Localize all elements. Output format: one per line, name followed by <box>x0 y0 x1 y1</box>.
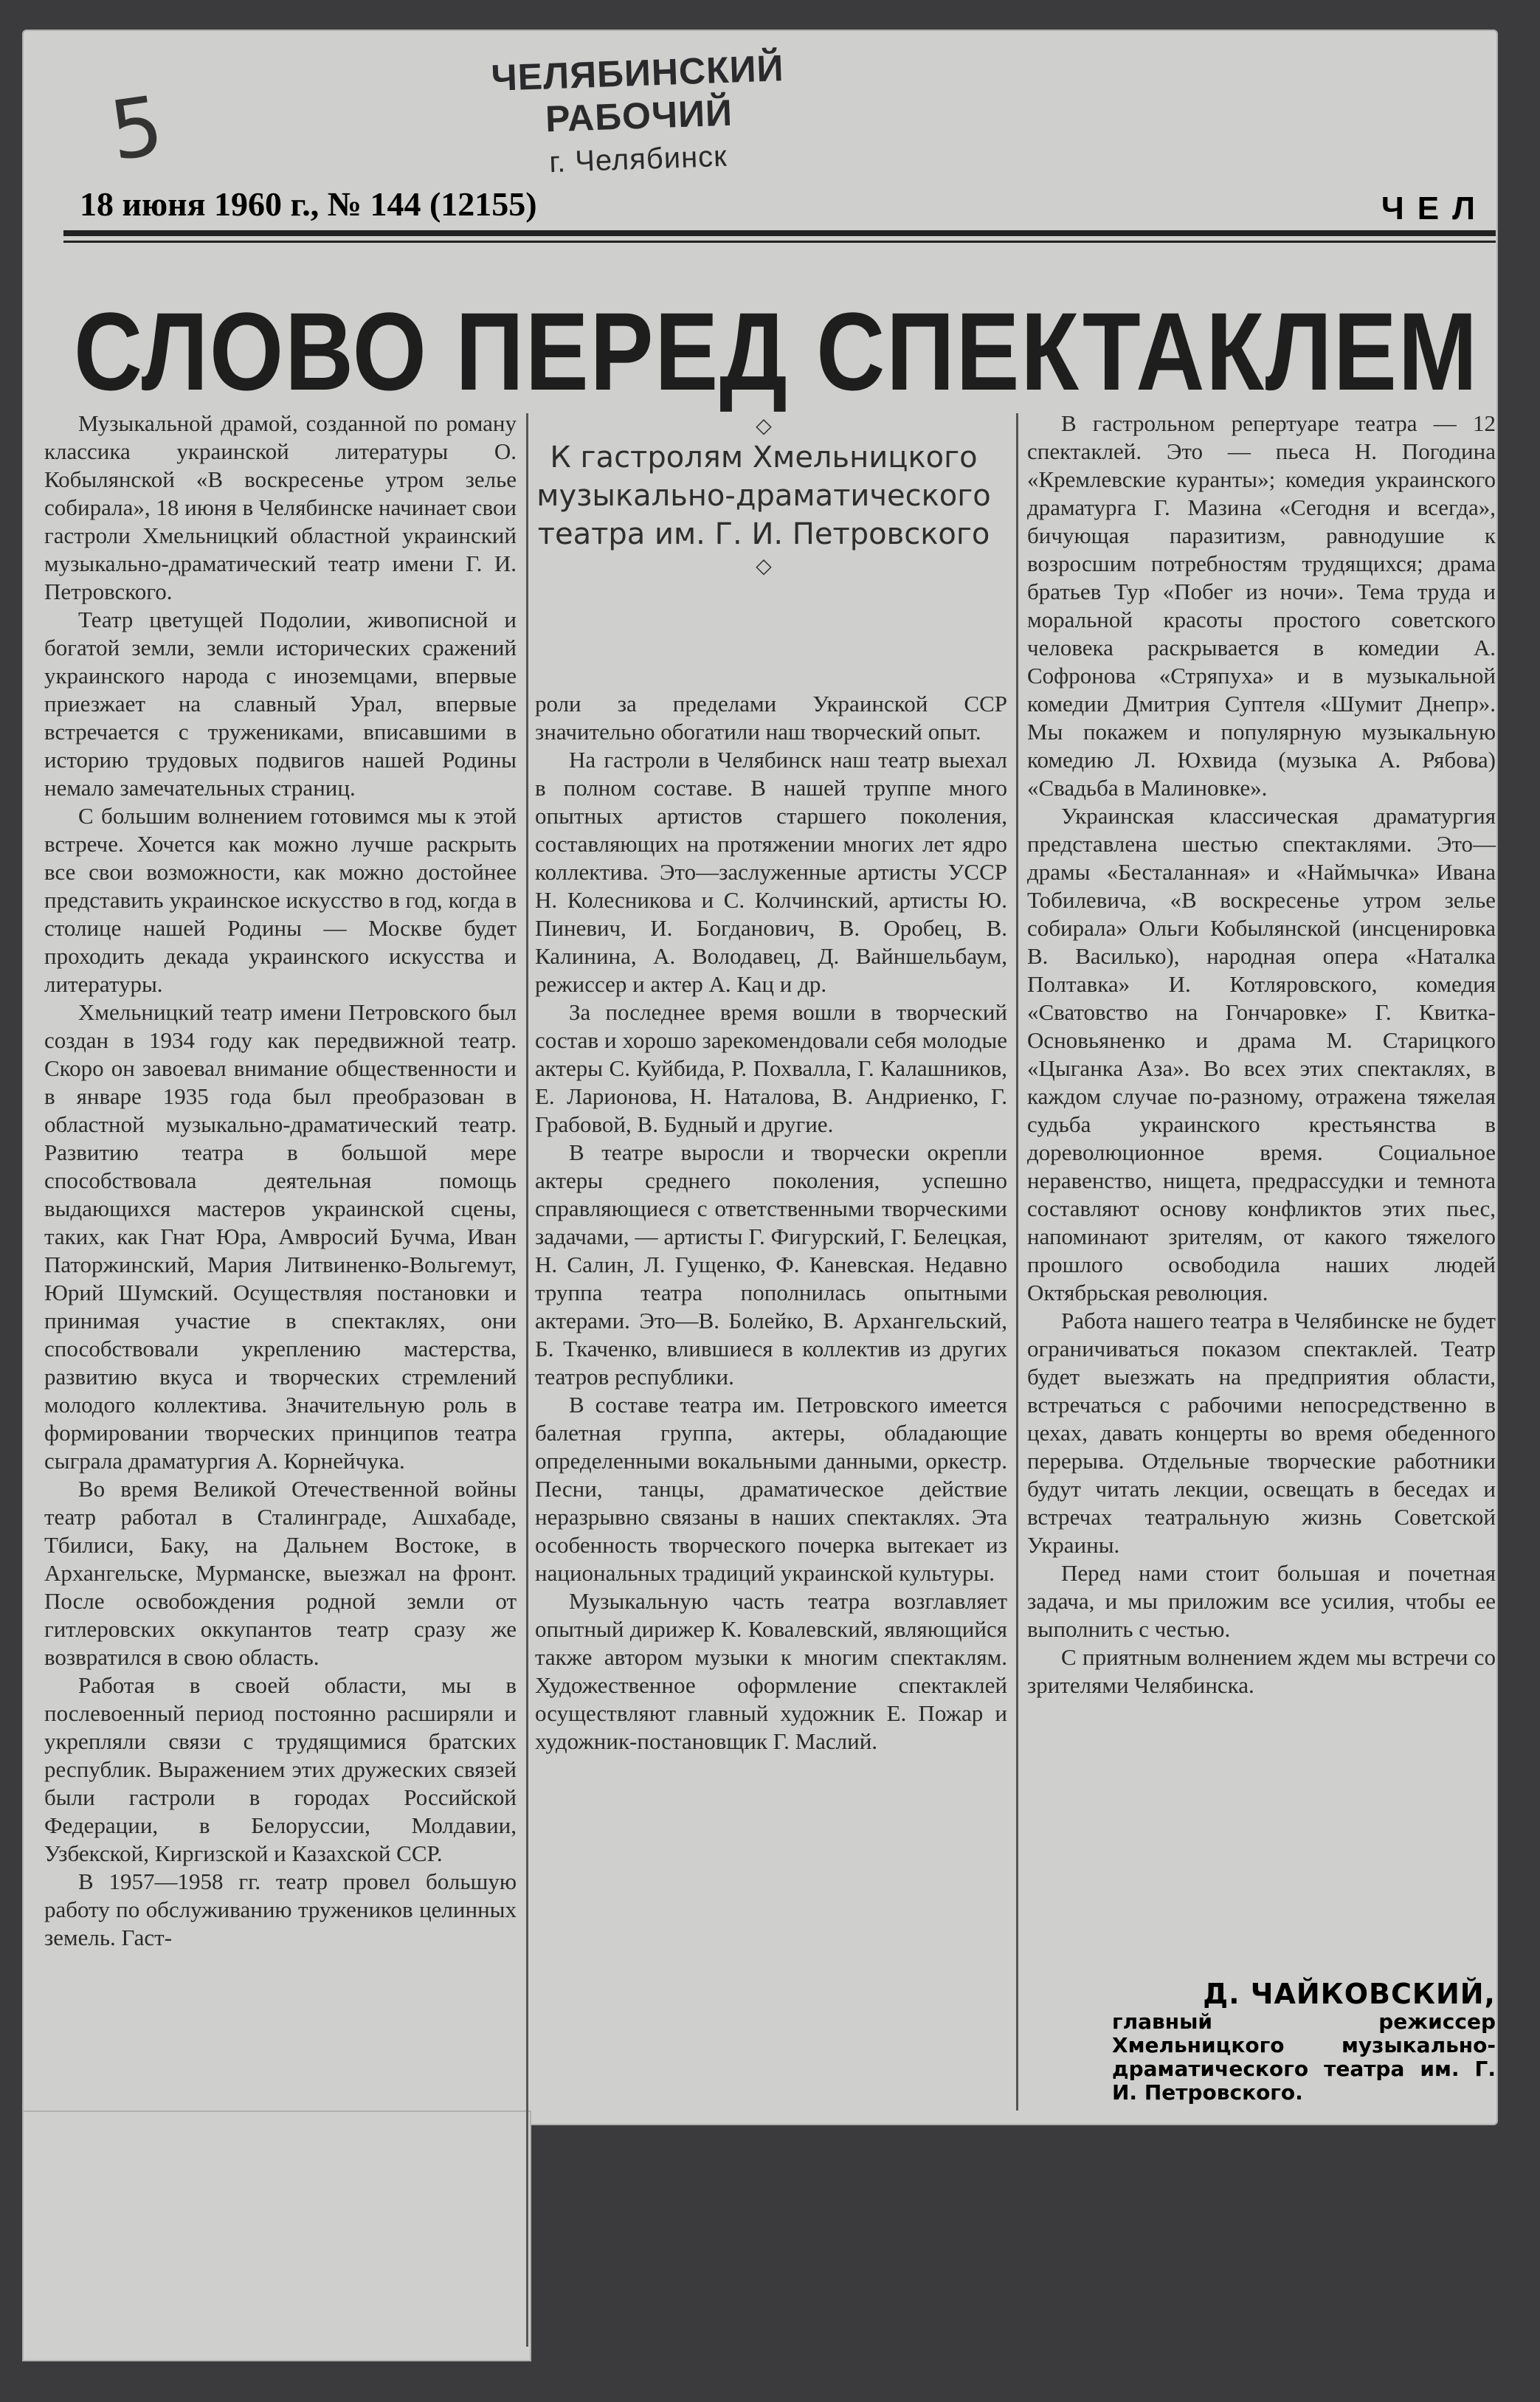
author-name: Д. ЧАЙКОВСКИЙ, <box>1203 1978 1496 2010</box>
article-signature <box>1083 1978 1496 2105</box>
stamp-newspaper-name: ЧЕЛЯБИНСКИЙ РАБОЧИЙ <box>490 47 785 140</box>
paragraph: Хмельницкий театр имени Петровского был создан в 1934 году как передвижной театр. Скоро он завоевал внимание общественности и в январе 1935 года был преобразован в областной музыкально-драматический театр. Развитию театра в большой мере способствовала деятельная помощь выдающихся мастеров украинской сцены, таких, как Гнат Юра, Амвросий Бучма, Иван Паторжинский, Мария Литвиненко-Вольгемут, Юрий Шумский. Осуществляя постановки и принимая участие в спектаклях, они способствовали укреплению мастерства, развитию вкуса и творческих стремлений молодого коллектива. Значительную роль в формировании творческих принципов театра сыграла драматургия А. Корнейчука. <box>44 999 517 1474</box>
article-column-2 <box>535 690 1007 1756</box>
stamp-city: г. Челябинск <box>548 139 728 179</box>
newspaper-stamp <box>424 47 852 179</box>
paragraph: В 1957—1958 гг. театр провел большую работу по обслуживанию тружеников целинных земель. Гаст- <box>44 1868 517 1950</box>
paragraph: В составе театра им. Петровского имеется балетная группа, актеры, обладающие определенными вокальными данными, оркестр. Песни, танцы, драматическое действие неразрывно связаны в наших спектаклях. Эта особенность творческого почерка вытекает из национальных традиций украинской культуры. <box>535 1392 1007 1586</box>
clipping-lower-part <box>22 2111 531 2361</box>
issue-dateline: 18 июня 1960 г., № 144 (12155) <box>80 185 537 223</box>
paragraph: Украинская классическая драматургия представлена шестью спектаклями. Это—драмы «Бесталанная» и «Наймычка» Ивана Тобилевича, «В воскресенье утром зелье собирала» Ольги Кобылянской (инсценировка В. Василько), народная опера «Наталка Полтавка» И. Котляровского, комедия «Сватовство на Гончаровке» Г. Квитка-Основьяненко и драма М. Старицкого «Цыганка Аза». Во всех этих спектаклях, в каждом случае по-разному, отражена тяжелая судьба украинского крестьянства в дореволюционное время. Социальное неравенство, нищета, предрассудки и темнота составляют основу конфликтов этих пьес, напоминают зрителям, от какого тяжелого прошлого освободила наших людей Октябрьская революция. <box>1027 803 1496 1305</box>
ornament-icon: ◇ <box>756 553 772 578</box>
paragraph: В театре выросли и творчески окрепли актеры среднего поколения, успешно справляющиеся с ответственными творческими задачами, — артисты Г. Фигурский, Г. Белецкая, Н. Салин, Л. Гущенко, Ф. Каневская. Недавно труппа театра пополнилась опытными актерами. Это—В. Болейко, В. Архангельский, Б. Ткаченко, влившиеся в коллектив из других театров республики. <box>535 1139 1007 1390</box>
subhead-text: К гастролям Хмельницкого музыкально-драматического театра им. Г. И. Петровского <box>536 441 991 551</box>
paragraph: С приятным волнением ждем мы встречи со зрителями Челябинска. <box>1027 1644 1496 1698</box>
ornament-icon: ◇ <box>756 413 772 438</box>
paragraph: В гастрольном репертуаре театра — 12 спектаклей. Это — пьеса Н. Погодина «Кремлевские куранты»; комедия украинского драматурга Г. Мазина «Сегодня и всегда», бичующая паразитизм, равнодушие к возросшим потребностям трудящихся; драма братьев Тур «Побег из ночи». Тема труда и моральной красоты простого советского человека раскрывается в комедии А. Софронова «Стряпуха» и в музыкальной комедии Дмитрия Суптеля «Шумит Днепр». Мы покажем и популярную музыкальную комедию Л. Юхвида (музыка А. Рябова) «Свадьба в Малиновке». <box>1027 410 1496 801</box>
header-rule-thin <box>63 241 1496 243</box>
handwritten-number: 5 <box>104 77 169 179</box>
author-title: главный режиссер Хмельницкого музыкально-драматического театра им. Г. И. Петровского. <box>1112 2009 1496 2105</box>
paragraph: С большим волнением готовимся мы к этой встрече. Хочется как можно лучше раскрыть все свои возможности, как можно достойнее представить украинское искусство в год, когда в столице нашей Родины — Москве будет проходить декада украинского искусства и литературы. <box>44 803 517 997</box>
header-rule-thick <box>63 230 1496 236</box>
column-divider <box>526 413 528 2347</box>
article-column-1 <box>44 410 517 1952</box>
paragraph: Музыкальной драмой, созданной по роману классика украинской литературы О. Кобылянской «В воскресенье утром зелье собирала», 18 июня в Челябинске начинает свои гастроли Хмельницкий областной украинский музыкально-драматический театр имени Г. И. Петровского. <box>44 410 517 604</box>
paragraph: Перед нами стоит большая и почетная задача, и мы приложим все усилия, чтобы ее выполнить с честью. <box>1027 1560 1496 1642</box>
article-subhead <box>531 413 996 579</box>
paragraph: Музыкальную часть театра возглавляет опытный дирижер К. Ковалевский, являющийся также автором музыки к многим спектаклям. Художественное оформление спектаклей осуществляют главный художник Е. Пожар и художник-постановщик Г. Маслий. <box>535 1588 1007 1754</box>
article-headline: СЛОВО ПЕРЕД СПЕКТАКЛЕМ <box>74 289 1479 413</box>
paragraph: Работая в своей области, мы в послевоенный период постоянно расширяли и укрепляли связи с трудящимися братских республик. Выражением этих дружеских связей были гастроли в городах Российской Федерации, в Белоруссии, Молдавии, Узбекской, Киргизской и Казахской ССР. <box>44 1672 517 1866</box>
city-fragment: ЧЕЛ <box>1381 190 1488 227</box>
paragraph: На гастроли в Челябинск наш театр выехал в полном составе. В нашей труппе много опытных артистов старшего поколения, составляющих на протяжении многих лет ядро коллектива. Это—заслуженные артисты УССР Н. Колесникова и С. Колчинский, артисты Ю. Пиневич, И. Богданович, В. Оробец, В. Калинина, А. Володавец, Д. Вайншельбаум, режиссер и актер А. Кац и др. <box>535 747 1007 997</box>
article-column-3 <box>1027 410 1496 1699</box>
paragraph: роли за пределами Украинской ССР значительно обогатили наш творческий опыт. <box>535 691 1007 745</box>
paragraph: Работа нашего театра в Челябинске не будет ограничиваться показом спектаклей. Театр будет выезжать на предприятия области, встречаться с рабочими непосредственно в цехах, давать концерты во время обеденного перерыва. Отдельные творческие работники будут читать лекции, освещать в беседах и встречах театральную жизнь Советской Украины. <box>1027 1308 1496 1558</box>
column-divider <box>1016 413 1018 2111</box>
paragraph: Во время Великой Отечественной войны театр работал в Сталинграде, Ашхабаде, Тбилиси, Баку, на Дальнем Востоке, в Архангельске, Мурманске, выезжал на фронт. После освобождения родной земли от гитлеровских оккупантов театр сразу же возвратился в свою область. <box>44 1476 517 1670</box>
paragraph: За последнее время вошли в творческий состав и хорошо зарекомендовали себя молодые актеры С. Куйбида, Р. Похвалла, Г. Калашников, Е. Ларионова, Н. Наталова, В. Андриенко, Г. Грабовой, В. Будный и другие. <box>535 999 1007 1137</box>
paragraph: Театр цветущей Подолии, живописной и богатой земли, земли исторических сражений украинского народа с иноземцами, впервые приезжает на славный Урал, впервые встречается с тружениками, вписавшими в историю трудовых подвигов нашей Родины немало замечательных страниц. <box>44 607 517 801</box>
